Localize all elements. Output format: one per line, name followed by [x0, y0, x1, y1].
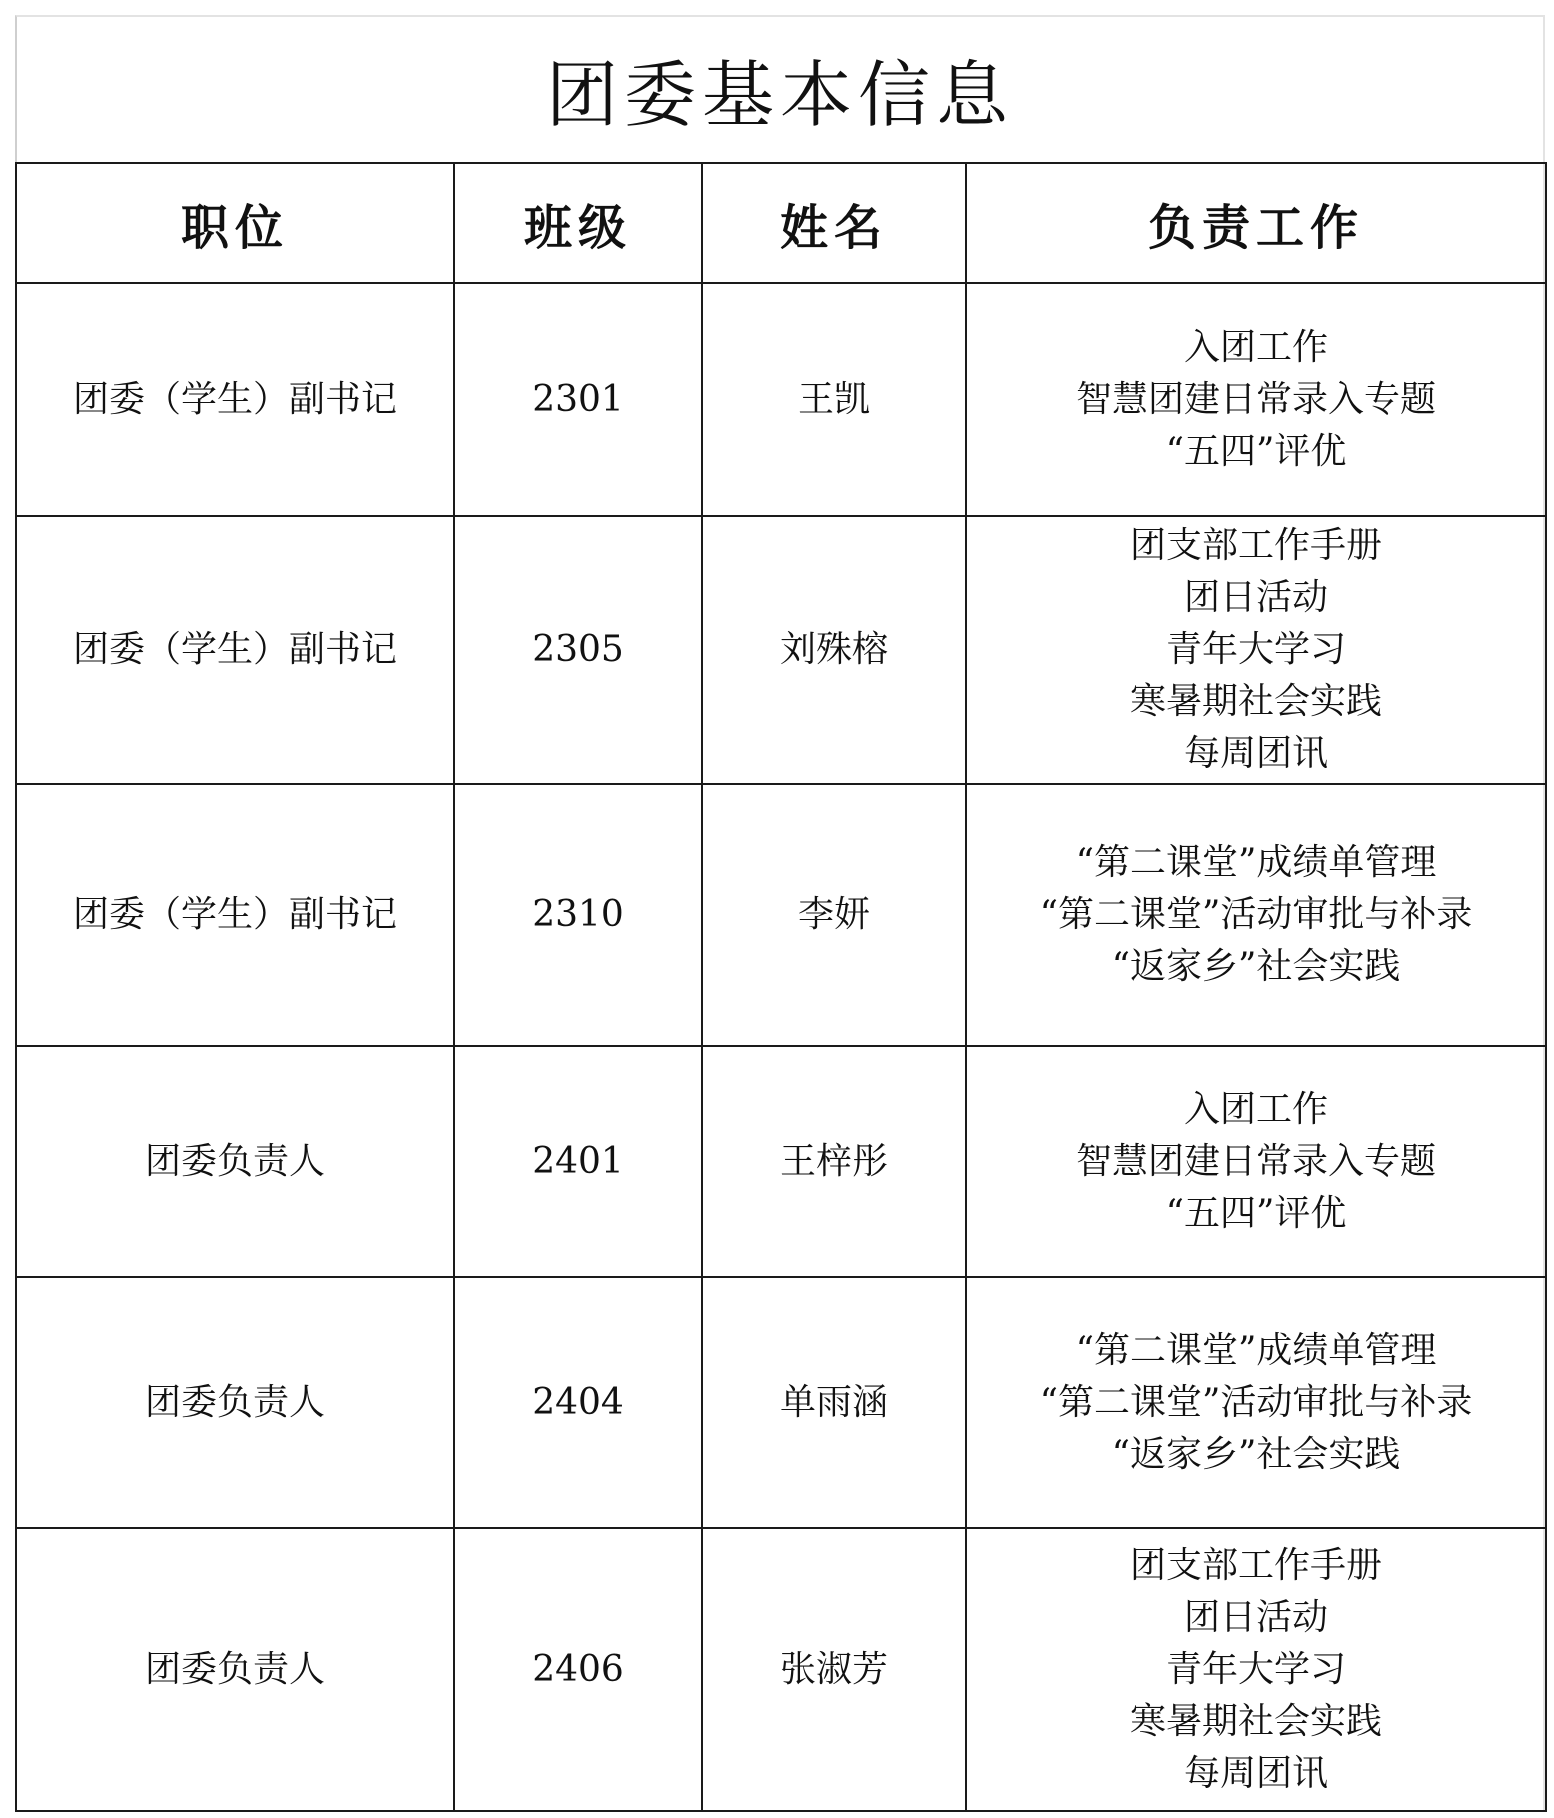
- duty-item: “五四”评优: [1165, 430, 1347, 472]
- table-row: [16, 1277, 1546, 1528]
- duty-item: 每周团讯: [1183, 1752, 1328, 1794]
- duty-item: 入团工作: [1183, 326, 1328, 368]
- duty-item: 智慧团建日常录入专题: [1075, 378, 1436, 420]
- duty-item: 智慧团建日常录入专题: [1075, 1140, 1436, 1182]
- position-cell: 团委（学生）副书记: [16, 283, 454, 516]
- class-cell: 2401: [454, 1046, 702, 1277]
- position-cell: 团委（学生）副书记: [16, 516, 454, 784]
- duties-cell: [966, 784, 1546, 1046]
- duty-item: 青年大学习: [1165, 1648, 1346, 1690]
- table-header-row: [16, 163, 1546, 283]
- duty-item: 团支部工作手册: [1129, 525, 1382, 566]
- name-cell: 李妍: [702, 784, 966, 1046]
- duty-item: “第二课堂”成绩单管理: [1075, 1329, 1437, 1371]
- page-title: 团委基本信息: [545, 52, 1014, 137]
- duty-item: 团支部工作手册: [1129, 1544, 1382, 1586]
- duty-item: “第二课堂”成绩单管理: [1075, 842, 1437, 883]
- class-cell: 2404: [454, 1277, 702, 1528]
- duty-item: “第二课堂”活动审批与补录: [1039, 894, 1473, 935]
- name-cell: 张淑芳: [702, 1528, 966, 1811]
- position-cell: 团委负责人: [16, 1277, 454, 1528]
- name-cell: 刘殊榕: [702, 516, 966, 784]
- table-row: [16, 784, 1546, 1046]
- duty-item: 每周团讯: [1183, 733, 1328, 774]
- position-cell: 团委负责人: [16, 1046, 454, 1277]
- duties-cell: [966, 283, 1546, 516]
- class-cell: 2305: [454, 516, 702, 784]
- class-cell: 2310: [454, 784, 702, 1046]
- position-cell: 团委（学生）副书记: [16, 784, 454, 1046]
- duties-cell: [966, 1046, 1546, 1277]
- duty-item: 入团工作: [1183, 1088, 1328, 1130]
- duty-item: “返家乡”社会实践: [1111, 1433, 1401, 1475]
- duties-cell: [966, 1277, 1546, 1528]
- header-class: 班级: [454, 163, 702, 283]
- duty-item: 团日活动: [1183, 1596, 1328, 1638]
- duty-item: “第二课堂”活动审批与补录: [1039, 1381, 1473, 1423]
- table-row: [16, 1528, 1546, 1811]
- class-cell: 2406: [454, 1528, 702, 1811]
- name-cell: 单雨涵: [702, 1277, 966, 1528]
- header-duties: 负责工作: [966, 163, 1546, 283]
- duty-item: 寒暑期社会实践: [1129, 1700, 1382, 1742]
- duties-cell: [966, 516, 1546, 784]
- duty-item: “五四”评优: [1165, 1192, 1347, 1234]
- position-cell: 团委负责人: [16, 1528, 454, 1811]
- header-position: 职位: [16, 163, 454, 283]
- name-cell: 王凯: [702, 283, 966, 516]
- duty-item: 寒暑期社会实践: [1129, 681, 1382, 722]
- duty-item: 团日活动: [1183, 577, 1328, 618]
- table-row: [16, 516, 1546, 784]
- duty-item: “返家乡”社会实践: [1111, 946, 1401, 987]
- duty-item: 青年大学习: [1165, 629, 1346, 670]
- committee-info-table: [15, 162, 1547, 1812]
- table-row: [16, 1046, 1546, 1277]
- table-row: [16, 283, 1546, 516]
- name-cell: 王梓彤: [702, 1046, 966, 1277]
- header-name: 姓名: [702, 163, 966, 283]
- class-cell: 2301: [454, 283, 702, 516]
- duties-cell: [966, 1528, 1546, 1811]
